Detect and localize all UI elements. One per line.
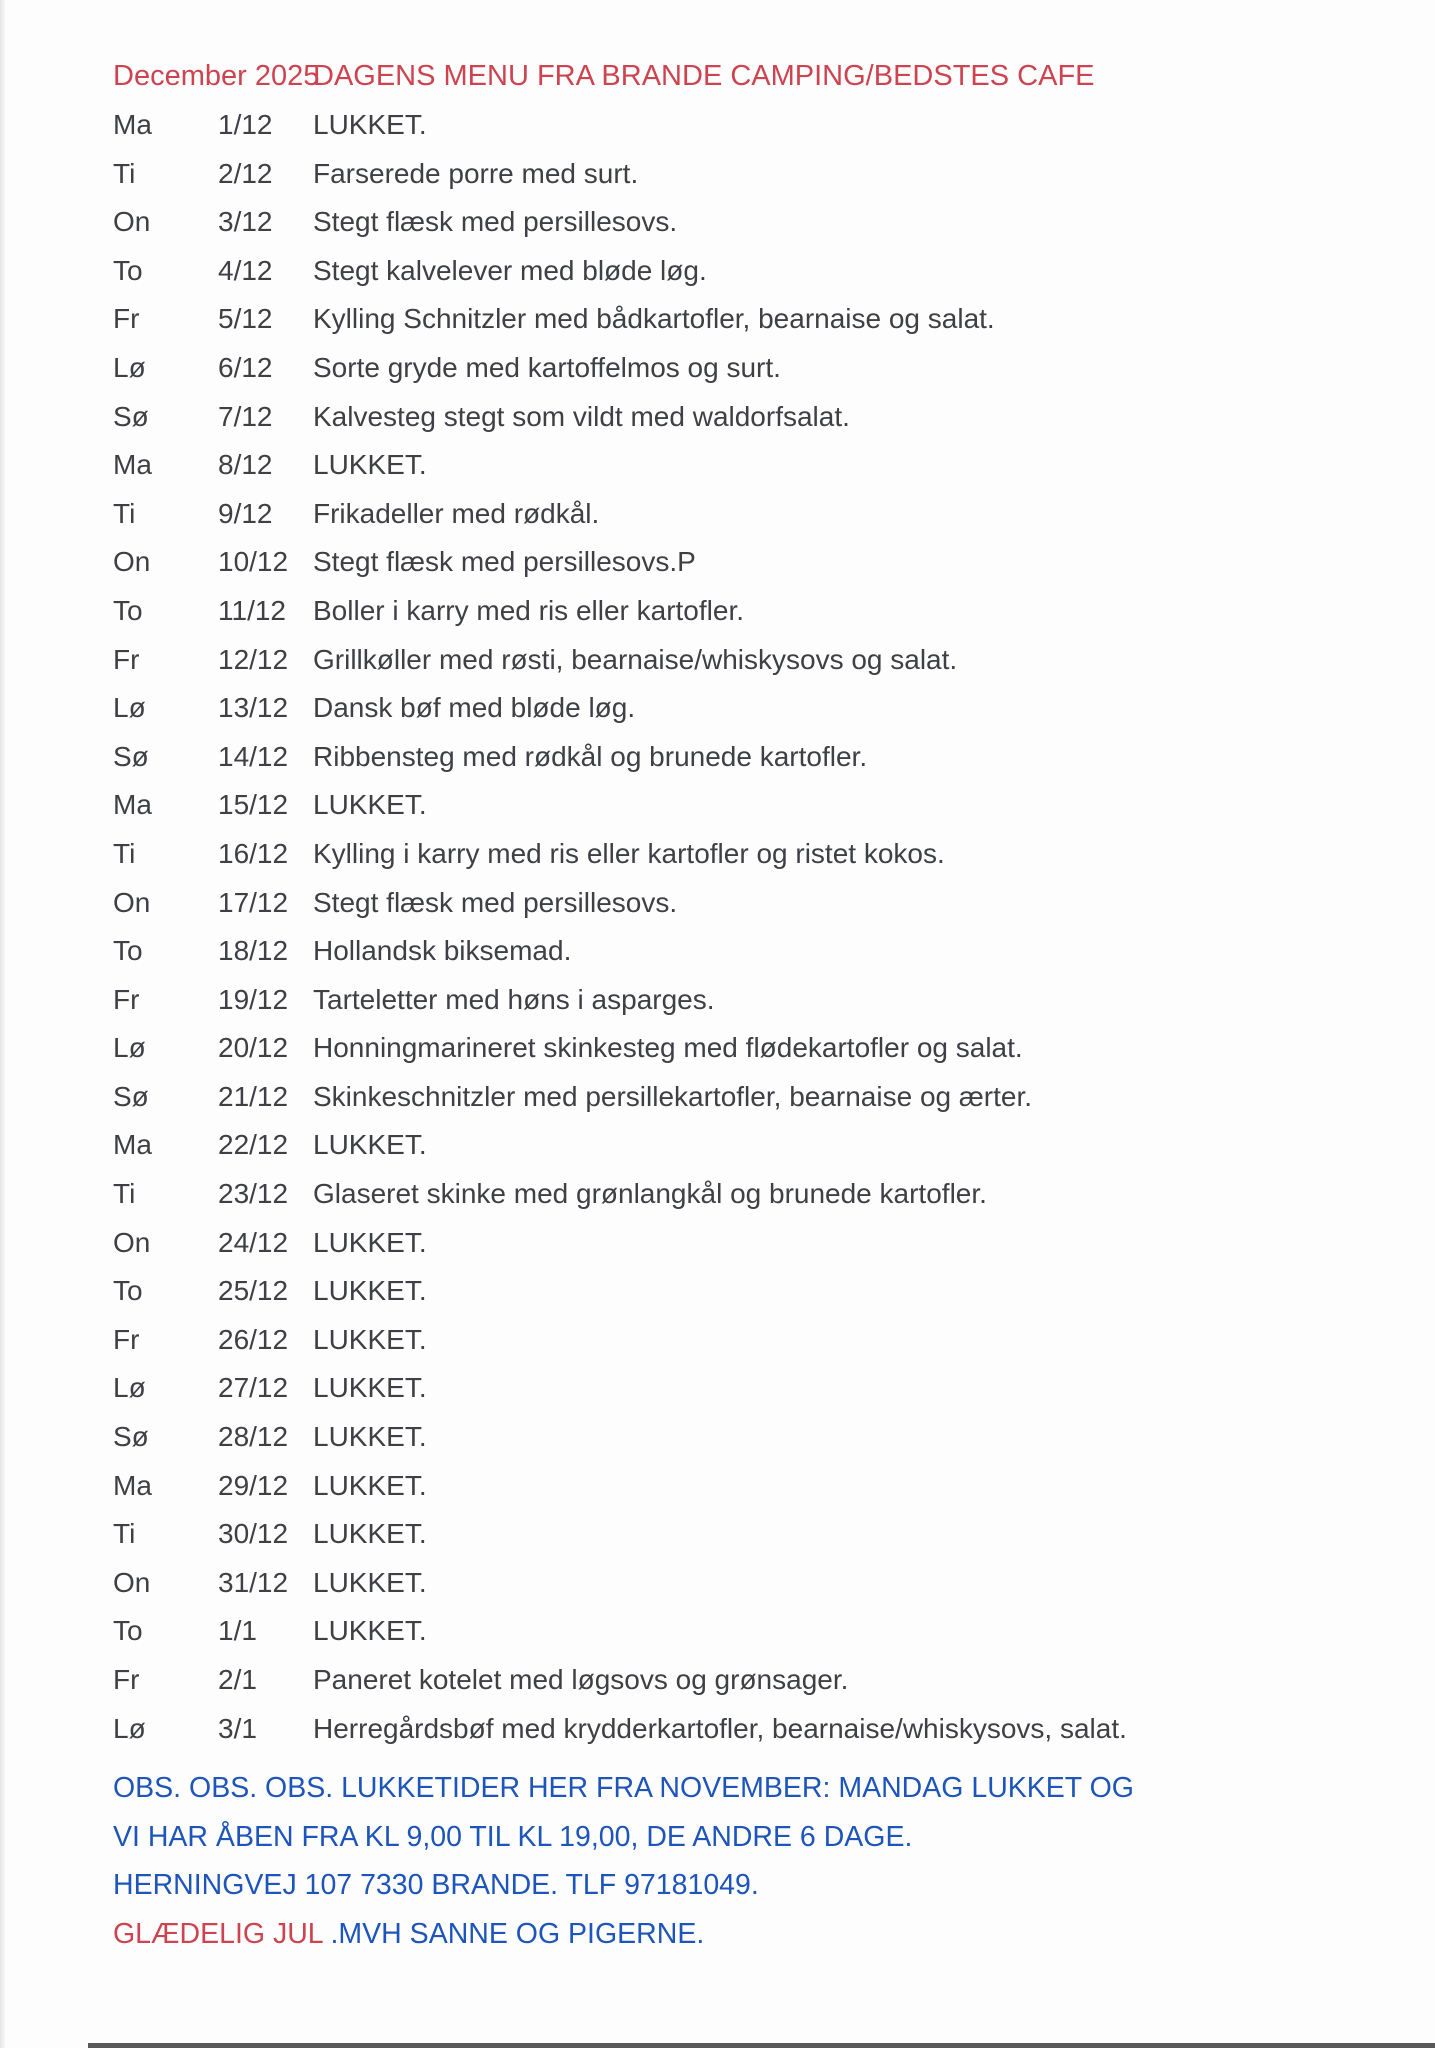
menu-row: [113, 1656, 1415, 1705]
date-cell: 16/12: [218, 837, 289, 869]
day-cell: Fr: [113, 1664, 140, 1695]
day-cell: Ti: [113, 1178, 136, 1210]
menu-row: [113, 1559, 1415, 1608]
date-cell: 10/12: [218, 546, 289, 578]
menu-table: [113, 101, 1415, 1753]
menu-row: [113, 1705, 1415, 1754]
menu-cell: Stegt kalvelever med bløde løg.: [313, 254, 707, 286]
date-cell: 20/12: [218, 1032, 289, 1064]
menu-row: [113, 830, 1415, 879]
date-cell: 1/1: [218, 1615, 257, 1647]
date-cell: 27/12: [218, 1372, 289, 1404]
date-cell: 5/12: [218, 303, 273, 335]
menu-cell: Boller i karry med ris eller kartofler.: [313, 594, 745, 626]
menu-row: [113, 781, 1415, 830]
day-cell: Ma: [113, 109, 152, 140]
date-cell: 4/12: [218, 254, 273, 286]
scan-shadow-left: [0, 0, 6, 2048]
day-cell: Lø: [113, 692, 146, 724]
date-cell: 26/12: [218, 1323, 289, 1355]
menu-cell: LUKKET.: [313, 1421, 427, 1453]
menu-row: [113, 1170, 1415, 1219]
signoff-names: .MVH SANNE OG PIGERNE.: [330, 1917, 705, 1950]
menu-cell: Farserede porre med surt.: [313, 157, 639, 189]
date-cell: 6/12: [218, 351, 273, 383]
day-cell: Ma: [113, 449, 152, 481]
header-month: December 2025: [113, 60, 320, 92]
day-cell: On: [113, 886, 151, 918]
menu-cell: LUKKET.: [313, 449, 427, 481]
date-cell: 9/12: [218, 497, 273, 529]
day-cell: Fr: [113, 643, 140, 675]
date-cell: 19/12: [218, 983, 289, 1015]
day-cell: Ti: [113, 157, 136, 189]
menu-row: [113, 1219, 1415, 1268]
day-cell: Sø: [113, 1421, 149, 1453]
menu-row: [113, 1462, 1415, 1511]
menu-cell: LUKKET.: [313, 1226, 427, 1258]
scan-edge-artifact: [88, 2043, 1435, 2048]
menu-cell: LUKKET.: [313, 1469, 427, 1501]
menu-cell: Stegt flæsk med persillesovs.: [313, 206, 678, 238]
menu-cell: Glaseret skinke med grønlangkål og brunede kartofler.: [313, 1178, 987, 1210]
date-cell: 3/12: [218, 206, 273, 238]
date-cell: 8/12: [218, 449, 273, 481]
date-cell: 18/12: [218, 935, 289, 967]
day-cell: Sø: [113, 1080, 149, 1112]
date-cell: 2/1: [218, 1664, 257, 1695]
footer-notice-line2: VI HAR ÅBEN FRA KL 9,00 TIL KL 19,00, DE ANDRE 6 DAGE.: [113, 1820, 913, 1853]
menu-row: [113, 733, 1415, 782]
menu-cell: Sorte gryde med kartoffelmos og surt.: [313, 351, 781, 383]
footer-signoff-line: [113, 1910, 1415, 1959]
menu-row: [113, 1316, 1415, 1365]
menu-cell: LUKKET.: [313, 1615, 427, 1647]
date-cell: 23/12: [218, 1178, 289, 1210]
document-content: [113, 52, 1415, 1959]
menu-cell: Kylling i karry med ris eller kartofler og ristet kokos.: [313, 837, 945, 869]
day-cell: Fr: [113, 983, 140, 1015]
menu-cell: Grillkøller med røsti, bearnaise/whiskysovs og salat.: [313, 643, 958, 675]
day-cell: To: [113, 1615, 143, 1647]
date-cell: 28/12: [218, 1421, 289, 1453]
day-cell: On: [113, 1226, 151, 1258]
menu-row: [113, 150, 1415, 199]
day-cell: Lø: [113, 1712, 146, 1744]
menu-cell: Stegt flæsk med persillesovs.: [313, 886, 678, 918]
menu-row: [113, 441, 1415, 490]
menu-row: [113, 1413, 1415, 1462]
date-cell: 1/12: [218, 109, 273, 140]
menu-row: [113, 344, 1415, 393]
menu-row: [113, 247, 1415, 296]
menu-row: [113, 1607, 1415, 1656]
date-cell: 13/12: [218, 692, 289, 724]
date-cell: 22/12: [218, 1129, 289, 1161]
date-cell: 12/12: [218, 643, 289, 675]
day-cell: Ti: [113, 1518, 136, 1550]
menu-cell: Herregårdsbøf med krydderkartofler, bearnaise/whiskysovs, salat.: [313, 1712, 1127, 1744]
date-cell: 30/12: [218, 1518, 289, 1550]
day-cell: Lø: [113, 1372, 146, 1404]
menu-cell: Kylling Schnitzler med bådkartofler, bearnaise og salat.: [313, 303, 995, 335]
menu-row: [113, 879, 1415, 928]
date-cell: 25/12: [218, 1275, 289, 1307]
menu-row: [113, 1364, 1415, 1413]
menu-cell: Skinkeschnitzler med persillekartofler, bearnaise og ærter.: [313, 1080, 1033, 1112]
document-footer: [113, 1764, 1415, 1958]
menu-row: [113, 538, 1415, 587]
menu-cell: LUKKET.: [313, 1518, 427, 1550]
day-cell: On: [113, 1566, 151, 1598]
date-cell: 11/12: [218, 594, 286, 626]
menu-cell: Paneret kotelet med løgsovs og grønsager.: [313, 1664, 849, 1695]
day-cell: Fr: [113, 1323, 140, 1355]
menu-cell: Tarteletter med høns i asparges.: [313, 983, 715, 1015]
menu-row: [113, 587, 1415, 636]
day-cell: Sø: [113, 400, 149, 432]
menu-row: [113, 198, 1415, 247]
day-cell: Ma: [113, 789, 152, 821]
day-cell: On: [113, 546, 151, 578]
day-cell: Lø: [113, 1032, 146, 1064]
date-cell: 31/12: [218, 1566, 289, 1598]
menu-cell: Kalvesteg stegt som vildt med waldorfsalat.: [313, 400, 850, 432]
date-cell: 15/12: [218, 789, 289, 821]
date-cell: 14/12: [218, 740, 289, 772]
footer-notice-line1: OBS. OBS. OBS. LUKKETIDER HER FRA NOVEMBER: MANDAG LUKKET OG: [113, 1772, 1134, 1805]
menu-cell: LUKKET.: [313, 1566, 427, 1598]
day-cell: To: [113, 254, 143, 286]
menu-row: [113, 1267, 1415, 1316]
date-cell: 2/12: [218, 157, 273, 189]
day-cell: Ti: [113, 837, 136, 869]
date-cell: 17/12: [218, 886, 289, 918]
menu-cell: LUKKET.: [313, 1323, 427, 1355]
day-cell: Lø: [113, 351, 146, 383]
menu-cell: LUKKET.: [313, 1275, 427, 1307]
menu-row: [113, 636, 1415, 685]
menu-row: [113, 295, 1415, 344]
menu-cell: LUKKET.: [313, 789, 427, 821]
day-cell: Ma: [113, 1469, 152, 1501]
menu-cell: Hollandsk biksemad.: [313, 935, 572, 967]
menu-row: [113, 1024, 1415, 1073]
menu-cell: Frikadeller med rødkål.: [313, 497, 600, 529]
day-cell: Sø: [113, 740, 149, 772]
menu-cell: Dansk bøf med bløde løg.: [313, 692, 636, 724]
date-cell: 21/12: [218, 1080, 289, 1112]
menu-cell: Ribbensteg med rødkål og brunede kartofler.: [313, 740, 868, 772]
day-cell: On: [113, 206, 151, 238]
menu-row: [113, 684, 1415, 733]
day-cell: To: [113, 1275, 143, 1307]
menu-cell: LUKKET.: [313, 109, 427, 140]
day-cell: To: [113, 594, 143, 626]
signoff-greeting: GLÆDELIG JUL: [113, 1917, 331, 1950]
document-header: [113, 52, 1415, 101]
menu-row: [113, 927, 1415, 976]
menu-row: [113, 393, 1415, 442]
menu-row: [113, 976, 1415, 1025]
date-cell: 3/1: [218, 1712, 257, 1744]
day-cell: To: [113, 935, 143, 967]
date-cell: 7/12: [218, 400, 273, 432]
menu-row: [113, 101, 1415, 150]
day-cell: Ti: [113, 497, 136, 529]
menu-cell: LUKKET.: [313, 1129, 427, 1161]
menu-row: [113, 490, 1415, 539]
menu-cell: Stegt flæsk med persillesovs.P: [313, 546, 696, 578]
footer-address-line: HERNINGVEJ 107 7330 BRANDE. TLF 97181049.: [113, 1869, 759, 1902]
menu-row: [113, 1121, 1415, 1170]
date-cell: 29/12: [218, 1469, 289, 1501]
page-title: DAGENS MENU FRA BRANDE CAMPING/BEDSTES CAFE: [313, 60, 1095, 92]
menu-cell: LUKKET.: [313, 1372, 427, 1404]
menu-row: [113, 1073, 1415, 1122]
day-cell: Fr: [113, 303, 140, 335]
date-cell: 24/12: [218, 1226, 289, 1258]
menu-cell: Honningmarineret skinkesteg med flødekartofler og salat.: [313, 1032, 1023, 1064]
day-cell: Ma: [113, 1129, 152, 1161]
menu-row: [113, 1510, 1415, 1559]
